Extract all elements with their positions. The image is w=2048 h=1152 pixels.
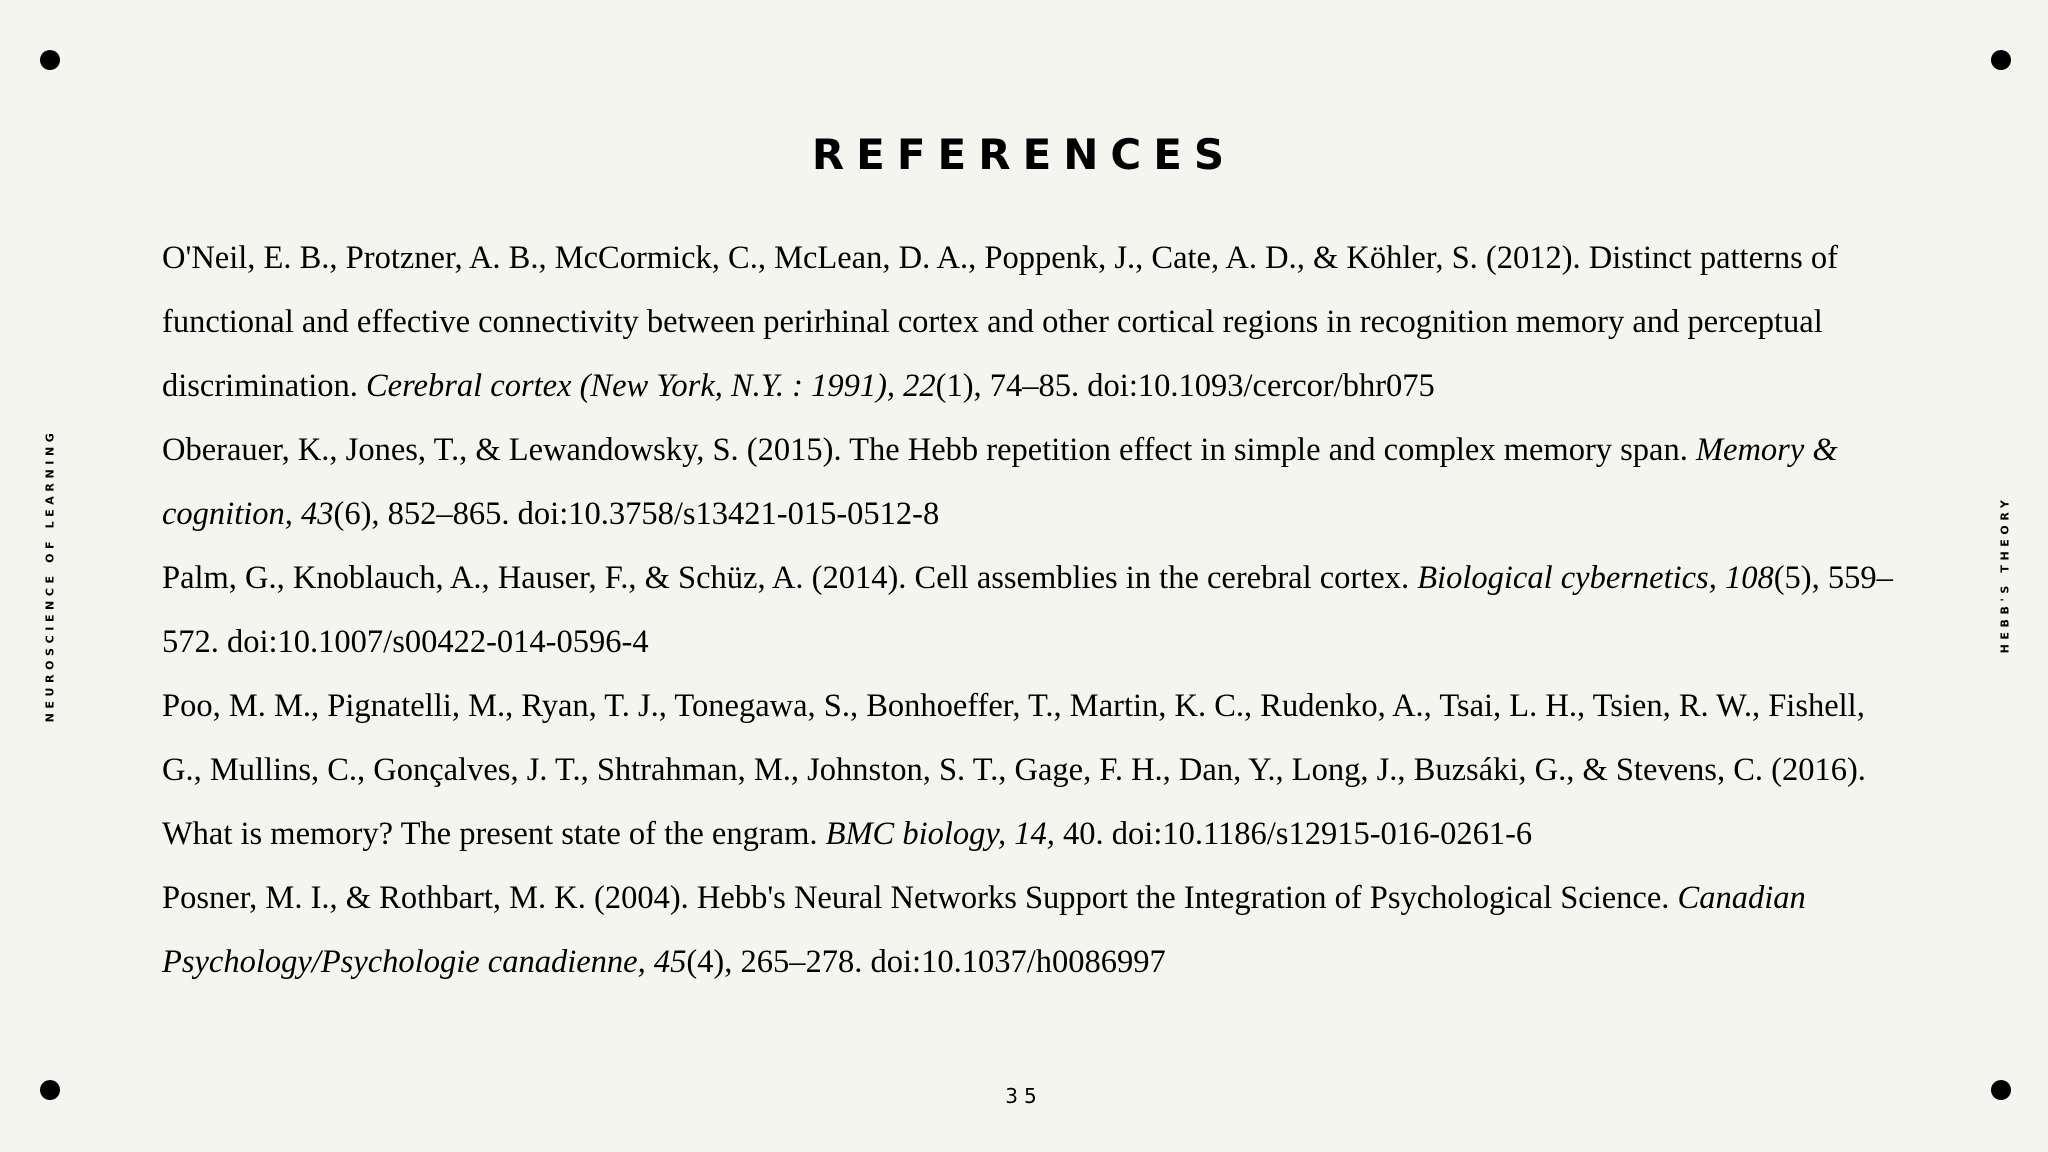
reference-item — [162, 418, 1902, 546]
reference-details: (4), 265–278. doi:10.1037/h0086997 — [686, 944, 1166, 980]
corner-dot-top-right — [1991, 50, 2011, 70]
reference-details: (5), 559–572. doi:10.1007/s00422-014-0596-4 — [162, 560, 1893, 660]
reference-source: BMC biology, 14, — [825, 816, 1055, 852]
reference-details: (1), 74–85. doi:10.1093/cercor/bhr075 — [935, 368, 1435, 404]
side-label-left: NEUROSCIENCE OF LEARNING — [43, 428, 57, 723]
reference-text: O'Neil, E. B., Protzner, A. B., McCormick, C., McLean, D. A., Poppenk, J., Cate, A. D., & Köhler, S. (2012). Distinct patterns of functional and effective connectivity between perirhinal cortex and other cortical regions in recognition memory and perceptual discrimination. — [162, 240, 1838, 404]
reference-text: Oberauer, K., Jones, T., & Lewandowsky, S. (2015). The Hebb repetition effect in simple and complex memory span. — [162, 432, 1696, 468]
reference-details: (6), 852–865. doi:10.3758/s13421-015-0512-8 — [333, 496, 940, 532]
reference-details: 40. doi:10.1186/s12915-016-0261-6 — [1054, 816, 1533, 852]
reference-source: Biological cybernetics, 108 — [1417, 560, 1774, 596]
reference-item — [162, 546, 1902, 674]
corner-dot-top-left — [40, 50, 60, 70]
page-title: REFERENCES — [811, 130, 1237, 179]
reference-source: Cerebral cortex (New York, N.Y. : 1991), 22 — [366, 368, 936, 404]
reference-source: Canadian Psychology/Psychologie canadienne, 45 — [162, 880, 1806, 980]
page-number: 35 — [1005, 1084, 1043, 1108]
reference-item — [162, 674, 1902, 866]
reference-text: Poo, M. M., Pignatelli, M., Ryan, T. J., Tonegawa, S., Bonhoeffer, T., Martin, K. C., Rudenko, A., Tsai, L. H., Tsien, R. W., Fishell, G., Mullins, C., Gonçalves, J. T., Shtrahman, M., Johnston, S. T., Gage, F. H., Dan, Y., Long, J., Buzsáki, G., & Stevens, C. (2016). What is memory? The present state of the engram. — [162, 688, 1866, 852]
reference-text: Palm, G., Knoblauch, A., Hauser, F., & Schüz, A. (2014). Cell assemblies in the cerebral cortex. — [162, 560, 1418, 596]
side-label-right: HEBB'S THEORY — [1998, 495, 2012, 654]
reference-source: Memory & cognition, 43 — [162, 432, 1838, 532]
reference-item — [162, 226, 1902, 418]
reference-list — [162, 226, 1902, 994]
reference-text: Posner, M. I., & Rothbart, M. K. (2004). Hebb's Neural Networks Support the Integration of Psychological Science. — [162, 880, 1678, 916]
reference-item — [162, 866, 1902, 994]
